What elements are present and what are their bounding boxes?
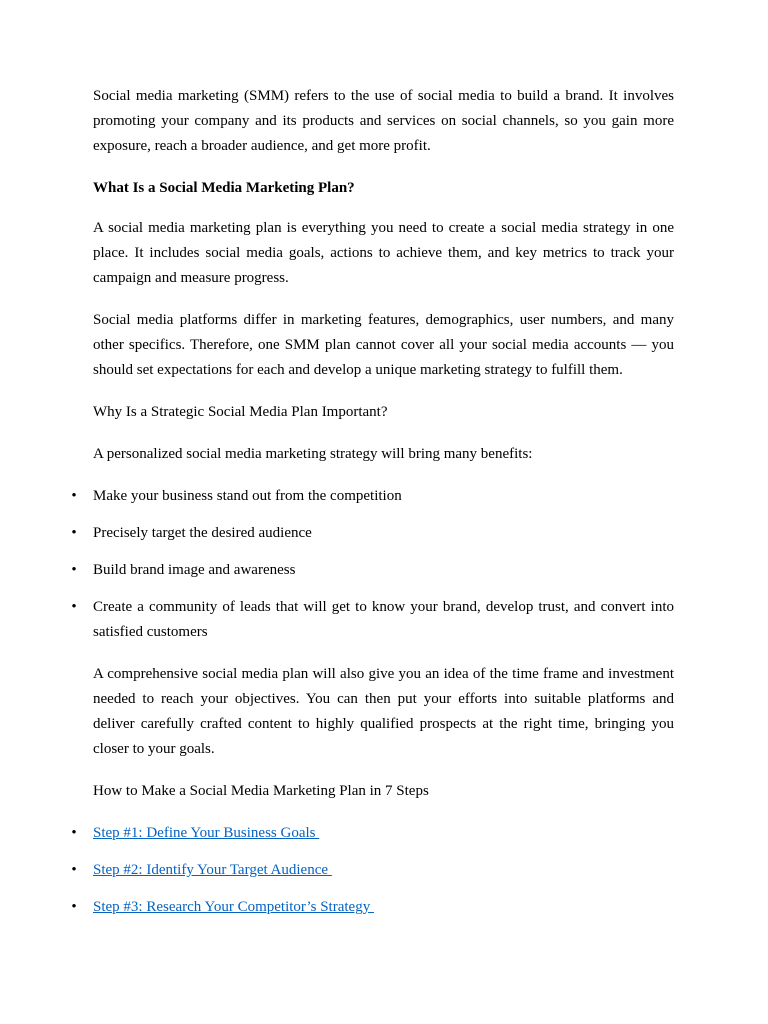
list-item-text: Precisely target the desired audience xyxy=(93,525,312,541)
benefits-list xyxy=(71,484,674,645)
bullet-icon: • xyxy=(71,862,77,878)
plan-paragraph-1: A social media marketing plan is everything you need to create a social media strategy in one place. It includes social media goals, actions to achieve them, and key metrics to track your campaign and measure progress. xyxy=(93,220,674,286)
step-2-link[interactable]: Step #2: Identify Your Target Audience xyxy=(93,862,332,878)
list-item xyxy=(71,484,674,509)
document-page xyxy=(71,84,674,932)
list-item xyxy=(71,595,674,645)
intro-paragraph: Social media marketing (SMM) refers to the use of social media to build a brand. It involves promoting your company and its products and services on social channels, so you gain more exposure, reach a broader audience, and get more profit. xyxy=(93,88,674,154)
bullet-icon: • xyxy=(71,599,77,615)
comprehensive-paragraph: A comprehensive social media plan will also give you an idea of the time frame and investment needed to reach your objectives. You can then put your efforts into suitable platforms and deliver carefully crafted content to highly qualified prospects at the right time, bringing you closer to your goals. xyxy=(93,666,674,757)
bullet-icon: • xyxy=(71,488,77,504)
list-item xyxy=(71,521,674,546)
list-item xyxy=(71,558,674,583)
list-item-text: Make your business stand out from the competition xyxy=(93,488,402,504)
list-item xyxy=(71,821,674,846)
step-1-link[interactable]: Step #1: Define Your Business Goals xyxy=(93,825,320,841)
importance-heading: Why Is a Strategic Social Media Plan Important? xyxy=(93,404,388,420)
bullet-icon: • xyxy=(71,825,77,841)
plan-heading: What Is a Social Media Marketing Plan? xyxy=(93,180,355,196)
step-3-link[interactable]: Step #3: Research Your Competitor’s Strategy xyxy=(93,899,374,915)
steps-heading: How to Make a Social Media Marketing Plan in 7 Steps xyxy=(93,783,429,799)
list-item-text: Create a community of leads that will get to know your brand, develop trust, and convert into satisfied customers xyxy=(93,599,674,640)
bullet-icon: • xyxy=(71,899,77,915)
bullet-icon: • xyxy=(71,525,77,541)
benefits-intro: A personalized social media marketing strategy will bring many benefits: xyxy=(93,446,533,462)
steps-list xyxy=(71,821,674,920)
bullet-icon: • xyxy=(71,562,77,578)
list-item xyxy=(71,895,674,920)
plan-paragraph-2: Social media platforms differ in marketing features, demographics, user numbers, and many other specifics. Therefore, one SMM plan cannot cover all your social media accounts — you should set expectations for each and develop a unique marketing strategy to fulfill them. xyxy=(93,312,674,378)
list-item xyxy=(71,858,674,883)
list-item-text: Build brand image and awareness xyxy=(93,562,296,578)
